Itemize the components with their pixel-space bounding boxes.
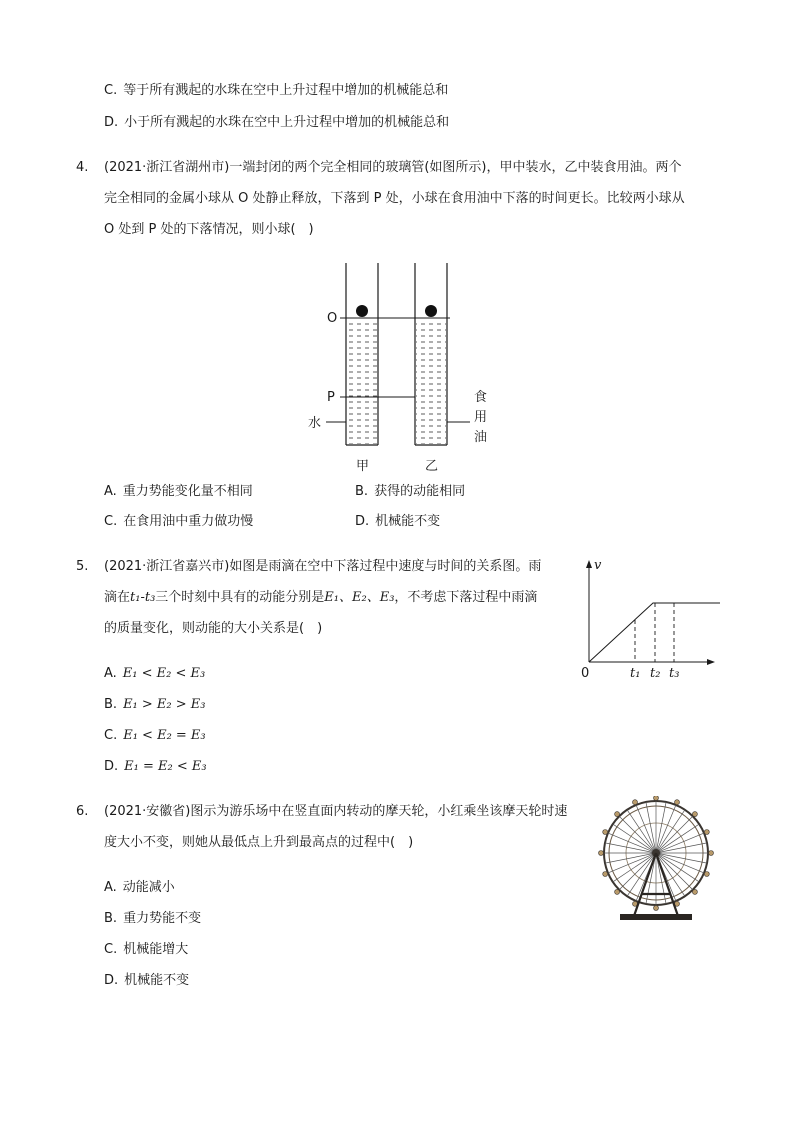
option-text: 获得的动能相同 (374, 484, 466, 499)
tube-yi (415, 263, 447, 445)
option-letter: C. (104, 942, 118, 957)
label-oil-2: 用 (474, 410, 488, 425)
q4-glass-tubes-figure (300, 255, 510, 480)
t3-label: t₃ (669, 666, 680, 681)
q6-option-b (104, 910, 201, 928)
q6-number: 6. (76, 804, 89, 819)
q5-velocity-time-graph (575, 555, 720, 685)
label-p: P (327, 390, 335, 405)
option-letter: A. (104, 484, 117, 499)
option-letter: D. (355, 514, 370, 529)
option-letter: D. (104, 973, 119, 988)
option-letter: B. (104, 697, 118, 712)
q3-option-c (104, 82, 448, 100)
q6-option-d (104, 972, 189, 990)
option-letter: C. (104, 83, 118, 98)
v-axis-arrow (586, 560, 592, 568)
t-axis-arrow (707, 659, 715, 665)
q4-stem-line3: O 处到 P 处的下落情况，则小球( ) (104, 222, 314, 237)
q4-option-c (104, 513, 253, 531)
option-text: 等于所有溅起的水珠在空中上升过程中增加的机械能总和 (123, 83, 449, 98)
oil-fill (416, 318, 446, 444)
option-letter: B. (104, 911, 118, 926)
option-letter: A. (104, 666, 117, 681)
q5-option-c (104, 727, 206, 745)
option-text: E₁ < E₂ < E₃ (122, 666, 206, 681)
v-label: v (594, 558, 602, 573)
velocity-curve (589, 603, 720, 662)
q6-stem-line2: 度大小不变，则她从最低点上升到最高点的过程中( ) (104, 835, 414, 850)
q5-line2-c: ，不考虑下落过程中雨滴 (394, 590, 538, 605)
option-text: 机械能不变 (124, 973, 190, 988)
q4-option-b (355, 483, 465, 501)
q5-energy-symbols: E₁、E₂、E₃ (324, 590, 395, 605)
option-text: E₁ = E₂ < E₃ (124, 759, 207, 774)
option-letter: A. (104, 880, 117, 895)
metal-ball-yi (425, 305, 437, 317)
q5-line2-a: 滴在 (104, 590, 131, 605)
q4-option-a (104, 483, 253, 501)
q6-option-c (104, 941, 188, 959)
q5-time-range: t₁-t₃ (130, 590, 156, 605)
tube-jia (346, 263, 378, 445)
label-jia: 甲 (356, 459, 370, 474)
q5-option-a (104, 665, 205, 683)
water-fill (347, 318, 377, 444)
q5-option-b (104, 696, 205, 714)
q6-stem-line1: (2021·安徽省)图示为游乐场中在竖直面内转动的摩天轮，小红乘坐该摩天轮时速 (104, 804, 568, 819)
option-text: 重力势能变化量不相同 (122, 484, 253, 499)
option-text: 重力势能不变 (123, 911, 202, 926)
option-text: 机械能不变 (375, 514, 441, 529)
q5-stem-line2 (104, 589, 537, 607)
q5-stem-line3: 的质量变化，则动能的大小关系是( ) (104, 621, 323, 636)
option-letter: D. (104, 115, 119, 130)
q3-option-d (104, 114, 449, 132)
metal-ball-jia (356, 305, 368, 317)
q4-stem-line1: (2021·浙江省湖州市)一端封闭的两个完全相同的玻璃管(如图所示)，甲中装水，乙中装食用油。两个 (104, 160, 682, 175)
option-letter: B. (355, 484, 369, 499)
option-letter: D. (104, 759, 119, 774)
label-oil-3: 油 (474, 430, 488, 445)
q6-option-a (104, 879, 175, 897)
wheel-base (620, 914, 692, 920)
label-yi: 乙 (425, 459, 439, 474)
q4-stem-line2: 完全相同的金属小球从 O 处静止释放，下落到 P 处，小球在食用油中下落的时间更长。比较两小球从 (104, 191, 685, 206)
origin-label: 0 (581, 666, 590, 681)
q5-number: 5. (76, 559, 89, 574)
label-water: 水 (308, 416, 322, 431)
t2-label: t₂ (650, 666, 661, 681)
option-letter: C. (104, 728, 118, 743)
option-text: 机械能增大 (123, 942, 189, 957)
label-oil-1: 食 (474, 390, 488, 405)
label-o: O (327, 311, 338, 326)
q5-stem-line1: (2021·浙江省嘉兴市)如图是雨滴在空中下落过程中速度与时间的关系图。雨 (104, 559, 542, 574)
option-text: 动能减小 (122, 880, 175, 895)
q4-number: 4. (76, 160, 89, 175)
option-text: 在食用油中重力做功慢 (123, 514, 254, 529)
q5-option-d (104, 758, 207, 776)
option-text: 小于所有溅起的水珠在空中上升过程中增加的机械能总和 (124, 115, 450, 130)
option-text: E₁ < E₂ = E₃ (123, 728, 206, 743)
option-letter: C. (104, 514, 118, 529)
t1-label: t₁ (630, 666, 641, 681)
q4-option-d (355, 513, 440, 531)
q5-line2-b: 三个时刻中具有的动能分别是 (155, 590, 325, 605)
ferris-wheel-image (598, 796, 718, 926)
option-text: E₁ > E₂ > E₃ (123, 697, 206, 712)
